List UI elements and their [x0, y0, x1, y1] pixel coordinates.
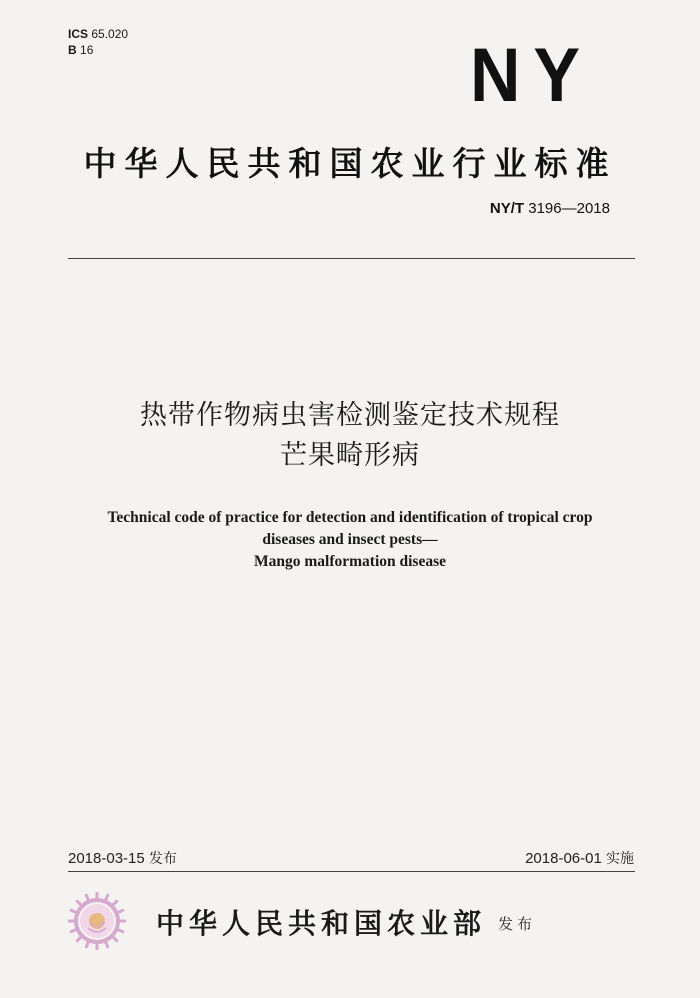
effective-date: 2018-06-01 实施: [525, 850, 634, 867]
classification-codes: [68, 26, 128, 58]
class-line: B 16: [68, 43, 94, 57]
standard-title: 中华人民共和国农业行业标准: [83, 144, 617, 183]
publish-label: 发布: [498, 915, 537, 933]
cn-title-line-2: 芒果畸形病: [280, 440, 420, 471]
publisher-name: 中华人民共和国农业部: [156, 907, 487, 940]
standard-number: NY/T 3196—2018: [489, 200, 610, 217]
en-title-line-3: Mango malformation disease: [253, 553, 446, 570]
cn-title-line-1: 热带作物病虫害检测鉴定技术规程: [140, 400, 560, 431]
issue-date: 2018-03-15 发布: [68, 850, 177, 867]
chinese-document-title: [0, 396, 700, 476]
ics-line: ICS 65.020: [68, 27, 129, 41]
en-title-line-1: Technical code of practice for detection and identification of tropical crop: [107, 509, 593, 526]
en-title-line-2: diseases and insect pests—: [262, 531, 438, 548]
english-document-title: [0, 507, 700, 573]
bottom-divider: [68, 871, 635, 872]
top-divider: [68, 258, 635, 259]
ny-logo: NY: [470, 33, 593, 118]
ministry-emblem-icon: [68, 892, 126, 950]
